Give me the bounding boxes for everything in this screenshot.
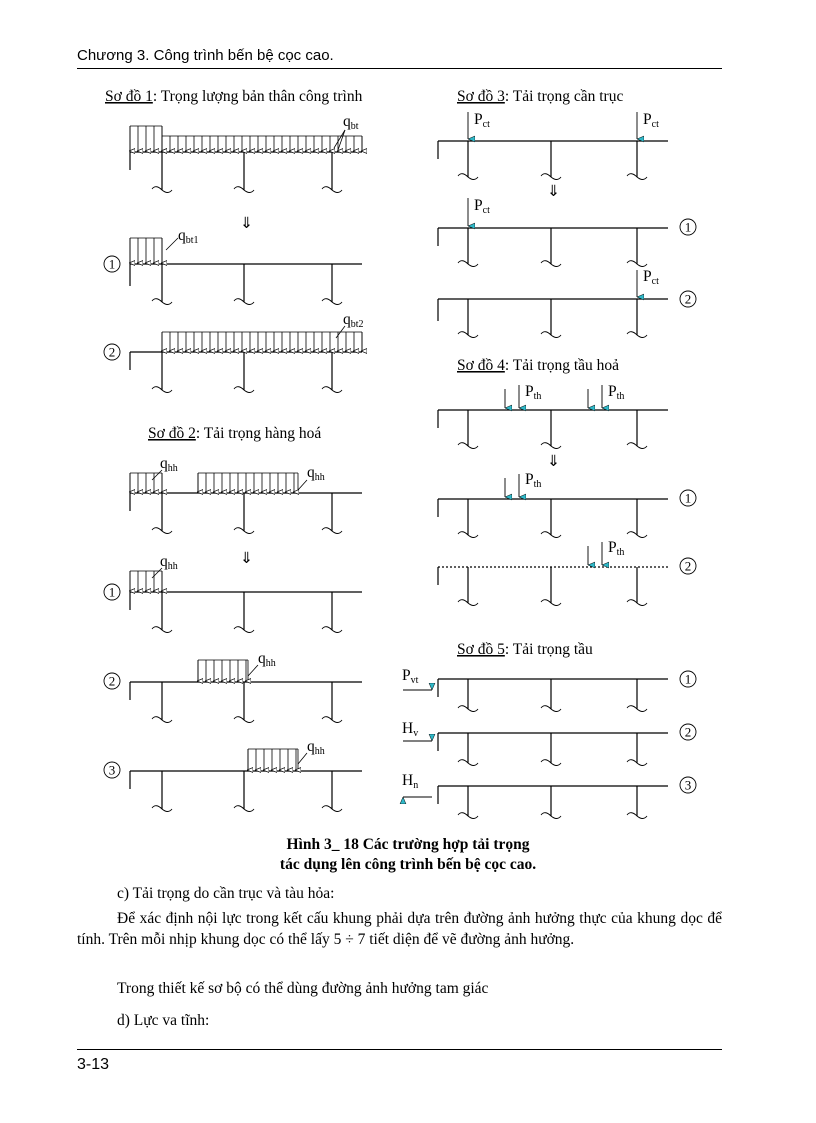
derive-arrow-d2: ⇓ (240, 550, 253, 567)
d2-leader-qhh2 (298, 480, 307, 490)
d2-frame-case2 (130, 682, 362, 723)
svg-text:2: 2 (684, 724, 692, 740)
paragraph-influence: Để xác định nội lực trong kết cấu khung phải dựa trên đường ảnh hưởng thực của khung dọc để tính. Trên mỗi nhịp khung dọc có thể lấy 5 ÷ 7 tiết diện để vẽ đường ảnh hưởng. (77, 910, 722, 948)
page-header: Chương 3. Công trình bến bệ cọc cao. (77, 47, 334, 64)
d2-udl-case2 (198, 660, 248, 682)
d3-case2-number (680, 291, 696, 307)
d4-case2-number (680, 558, 696, 574)
d1-case2-number (104, 344, 120, 360)
d2-udl-case3 (248, 749, 298, 771)
figure-caption-line2: tác dụng lên công trình bến bệ cọc cao. (279, 856, 537, 873)
d5-case3-number (680, 777, 696, 793)
svg-text:2: 2 (684, 558, 692, 574)
d1-udl-case2 (162, 332, 362, 352)
paragraph-c: c) Tải trọng do cần trục và tàu hỏa: (117, 885, 335, 902)
label-qhh-case2: qhh (258, 650, 276, 669)
diagram3-prefix: Sơ đồ 3 (457, 88, 505, 105)
label-pct-case2: Pct (643, 268, 659, 287)
diagram2-prefix: Sơ đồ 2 (148, 425, 196, 442)
diagram5-title (457, 641, 593, 658)
svg-text:3: 3 (684, 777, 692, 793)
d3-frame-case2 (438, 299, 668, 338)
paragraph-d: d) Lực va tĩnh: (117, 1012, 210, 1029)
svg-text:1: 1 (684, 219, 692, 235)
svg-text:1: 1 (108, 584, 116, 600)
label-hn: Hn (402, 772, 419, 791)
label-qbt2: qbt2 (343, 311, 364, 330)
d2-leader-case2 (248, 665, 258, 676)
svg-text:3: 3 (108, 762, 116, 778)
d4-case1-number (680, 490, 696, 506)
d2-leader-case3 (298, 753, 307, 764)
diagram3-title (457, 88, 623, 105)
diagram3-title-text: : Tải trọng cần trục (504, 88, 624, 105)
label-qbt: qbt (343, 113, 359, 132)
d4-frame-case2 (438, 567, 668, 606)
svg-text:1: 1 (684, 490, 692, 506)
derive-arrow-d4: ⇓ (547, 453, 560, 470)
d2-frame-case1 (130, 592, 362, 633)
diagram4-prefix: Sơ đồ 4 (457, 357, 505, 374)
paragraph-preliminary: Trong thiết kế sơ bộ có thể dùng đường ảnh hưởng tam giác (117, 980, 489, 997)
d4-frame-full (438, 410, 668, 449)
label-qhh-1: qhh (160, 455, 178, 474)
d2-case1-number (104, 584, 120, 600)
d4-frame-case1 (438, 499, 668, 538)
d2-frame-full (130, 493, 362, 534)
d3-case1-number (680, 219, 696, 235)
label-qhh-2: qhh (307, 464, 325, 483)
footer-rule (77, 1049, 722, 1050)
d2-case2-number (104, 673, 120, 689)
label-pth-2: Pth (608, 383, 625, 402)
d5-frame-case3 (438, 786, 668, 819)
diagram1-title-text: : Trọng lượng bản thân công trình (152, 88, 363, 105)
d3-frame-case1 (438, 228, 668, 267)
d2-udl-left (130, 473, 162, 493)
derive-arrow-d1: ⇓ (240, 215, 253, 232)
d1-case1-number (104, 256, 120, 272)
d1-leader-qbt1 (166, 238, 178, 250)
d5-frame-case1 (438, 679, 668, 712)
label-pct-2: Pct (643, 111, 659, 130)
diagram2-title-text: : Tải trọng hàng hoá (195, 425, 322, 442)
d2-udl-case1 (130, 571, 162, 592)
d3-frame-full (438, 141, 668, 180)
label-pth-case1: Pth (525, 471, 542, 490)
diagram1-prefix: Sơ đồ 1 (105, 88, 153, 105)
label-pvt: Pvt (402, 667, 419, 686)
label-qbt1: qbt1 (178, 227, 199, 246)
d2-case3-number (104, 762, 120, 778)
diagram4-title-text: : Tải trọng tầu hoả (504, 357, 620, 374)
d1-frame-case1 (130, 264, 362, 305)
d2-frame-case3 (130, 771, 362, 812)
label-qhh-case3: qhh (307, 738, 325, 757)
svg-text:1: 1 (108, 256, 116, 272)
d1-frame-full (130, 152, 362, 193)
label-hv: Hv (402, 720, 419, 739)
page-number: 3-13 (77, 1056, 110, 1073)
d2-udl-mid (198, 473, 298, 493)
svg-text:2: 2 (108, 344, 116, 360)
d1-udl-case1 (130, 238, 162, 264)
svg-text:2: 2 (684, 291, 692, 307)
svg-text:2: 2 (108, 673, 116, 689)
d1-udl-left (130, 126, 162, 152)
d1-udl-main (162, 136, 362, 152)
diagram2-title (148, 425, 321, 442)
d5-frame-case2 (438, 733, 668, 766)
d5-case1-number (680, 671, 696, 687)
label-pct-case1: Pct (474, 197, 490, 216)
label-pth-case2: Pth (608, 539, 625, 558)
label-qhh-case1: qhh (160, 553, 178, 572)
derive-arrow-d3: ⇓ (547, 183, 560, 200)
figure-caption-line1: Hình 3_ 18 Các trường hợp tải trọng (286, 836, 530, 853)
d1-frame-case2 (130, 352, 362, 393)
diagram4-title (457, 357, 619, 374)
diagram5-prefix: Sơ đồ 5 (457, 641, 505, 658)
d5-case2-number (680, 724, 696, 740)
diagram1-title (105, 88, 363, 105)
label-pct-1: Pct (474, 111, 490, 130)
diagram5-title-text: : Tải trọng tầu (504, 641, 593, 658)
svg-text:1: 1 (684, 671, 692, 687)
label-pth-1: Pth (525, 383, 542, 402)
